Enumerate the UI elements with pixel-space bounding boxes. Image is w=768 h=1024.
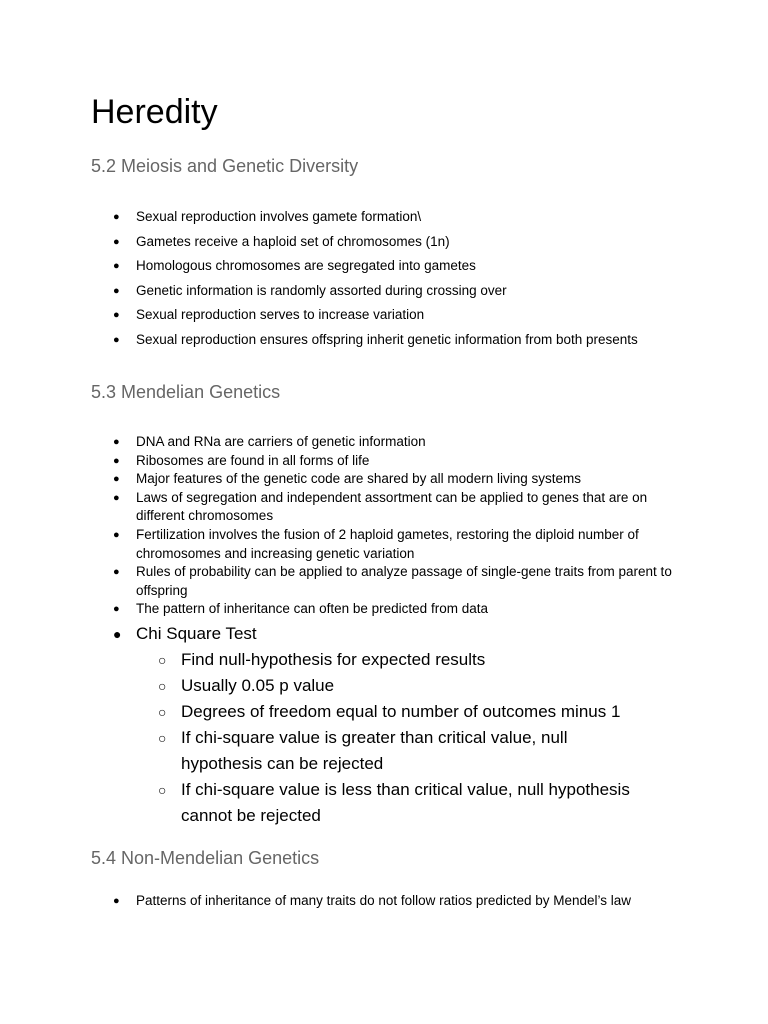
- list-item-text: Ribosomes are found in all forms of life: [136, 452, 370, 468]
- list-item: [0, 600, 681, 619]
- list-item-text: Gametes receive a haploid set of chromosomes (1n): [136, 233, 450, 249]
- circle-bullet-icon: ○: [158, 730, 167, 746]
- circle-bullet-icon: ○: [158, 704, 167, 720]
- list-item-text: Sexual reproduction involves gamete formation\: [136, 209, 422, 224]
- list-item: [0, 452, 681, 471]
- bullet-icon: ●: [113, 309, 120, 322]
- list-item-text: Patterns of inheritance of many traits do not follow ratios predicted by Mendel’s law: [136, 893, 632, 908]
- bullet-icon: ●: [113, 895, 120, 907]
- bullet-icon: ●: [113, 260, 120, 273]
- list-item: [0, 470, 681, 489]
- page-title: Heredity: [91, 93, 218, 131]
- meiosis-list: [0, 207, 768, 355]
- list-item-text: DNA and RNa are carriers of genetic information: [136, 434, 426, 449]
- list-item-chi-square: [0, 621, 681, 829]
- section-heading-non-mendelian: 5.4 Non-Mendelian Genetics: [91, 848, 320, 868]
- list-item-text: Sexual reproduction ensures offspring inherit genetic information from both presents: [136, 331, 638, 347]
- circle-bullet-icon: ○: [158, 678, 167, 694]
- list-item: [0, 232, 681, 252]
- sublist-item-text: If chi-square value is less than critical value, null hypothesis cannot be rejected: [181, 780, 630, 825]
- section-heading-meiosis: 5.2 Meiosis and Genetic Diversity: [91, 156, 359, 176]
- sublist-item-text: Degrees of freedom equal to number of outcomes minus 1: [181, 702, 621, 721]
- non-mendelian-list: [0, 891, 768, 916]
- circle-bullet-icon: ○: [158, 652, 167, 668]
- list-item: [0, 433, 681, 452]
- list-item: [0, 526, 681, 563]
- sublist-item-text: If chi-square value is greater than critical value, null hypothesis can be rejected: [181, 728, 568, 773]
- bullet-icon: ●: [113, 333, 120, 346]
- sublist-item: [136, 673, 651, 699]
- list-item: [0, 891, 681, 911]
- bullet-icon: ●: [113, 436, 120, 448]
- sublist-item: [136, 647, 651, 673]
- list-item: [0, 330, 681, 350]
- section-heading-mendelian: 5.3 Mendelian Genetics: [91, 382, 281, 402]
- bullet-icon: ●: [113, 284, 120, 297]
- list-item-text: Homologous chromosomes are segregated into gametes: [136, 258, 476, 274]
- list-item-text: Laws of segregation and independent assortment can be applied to genes that are on different chromosomes: [136, 489, 648, 524]
- list-item-text: Major features of the genetic code are shared by all modern living systems: [136, 471, 581, 487]
- sublist-item-text: Usually 0.05 p value: [181, 676, 335, 695]
- bullet-icon: ●: [113, 528, 120, 541]
- sublist-item-text: Find null-hypothesis for expected results: [181, 650, 486, 669]
- list-item-text: Chi Square Test: [136, 624, 257, 643]
- list-item-text: Sexual reproduction serves to increase variation: [136, 307, 425, 323]
- sublist-item: [136, 725, 651, 777]
- chi-square-sublist: [136, 647, 681, 829]
- list-item: [0, 256, 681, 276]
- bullet-icon: ●: [113, 454, 120, 467]
- bullet-icon: ●: [113, 566, 120, 579]
- sublist-item: [136, 699, 651, 725]
- list-item: [0, 281, 681, 301]
- list-item: [0, 563, 681, 600]
- list-item-text: Rules of probability can be applied to analyze passage of single-gene traits from parent to offspring: [136, 564, 672, 598]
- list-item: [0, 489, 681, 526]
- bullet-icon: ●: [113, 473, 120, 486]
- list-item: [0, 305, 681, 325]
- list-item-text: Genetic information is randomly assorted during crossing over: [136, 282, 507, 298]
- list-item: [0, 207, 681, 227]
- bullet-icon: ●: [113, 491, 120, 504]
- bullet-icon: ●: [113, 603, 120, 616]
- bullet-icon: ●: [113, 211, 120, 223]
- list-item-text: Fertilization involves the fusion of 2 haploid gametes, restoring the diploid number of chromosomes and increasing genetic variation: [136, 526, 639, 561]
- mendelian-list: [0, 433, 768, 619]
- chi-square-list: [0, 621, 768, 829]
- sublist-item: [136, 777, 651, 829]
- circle-bullet-icon: ○: [158, 782, 167, 798]
- list-item-text: The pattern of inheritance can often be predicted from data: [136, 601, 488, 617]
- bullet-icon: ●: [113, 235, 120, 248]
- bullet-icon: ●: [113, 626, 122, 642]
